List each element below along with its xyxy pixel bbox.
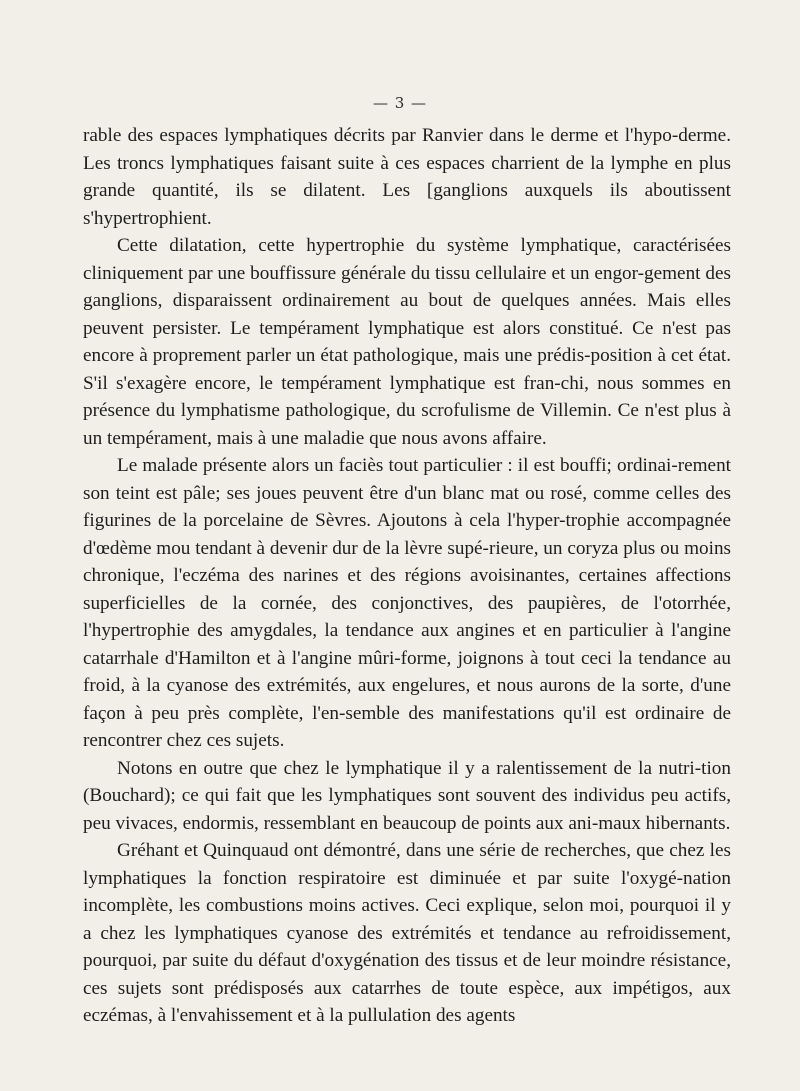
paragraph: rable des espaces lymphatiques décrits par Ranvier dans le derme et l'hypo-derme. Les troncs lymphatiques faisant suite à ces espaces charrient de la lymphe en plus grande quantité, ils se dilatent. Les [ganglions auxquels ils aboutissent s'hypertrophient. [83,125,731,229]
paragraph: Gréhant et Quinquaud ont démontré, dans une série de recherches, que chez les lymphatiques la fonction respiratoire est diminuée et par suite l'oxygé-nation incomplète, les combustions moins actives. Ceci explique, selon moi, pourquoi il y a chez les lymphatiques cyanose des extrémités et tendance au refroidissement, pourquoi, par suite du défaut d'oxygénation des tissus et de leur moindre résistance, ces sujets sont prédisposés aux catarrhes de toute espèce, aux impétigos, aux eczémas, à l'envahissement et à la pullulation des agents [83,840,731,1026]
paragraph: Notons en outre que chez le lymphatique il y a ralentissement de la nutri-tion (Bouchard); ce qui fait que les lymphatiques sont souvent des individus peu actifs, peu vivaces, endormis, ressemblant en beaucoup de points aux ani-maux hibernants. [83,757,731,834]
paragraph: Le malade présente alors un faciès tout particulier : il est bouffi; ordinai-rement son teint est pâle; ses joues peuvent être d'un blanc mat ou rosé, comme celles des figurines de la porcelaine de Sèvres. Ajoutons à cela l'hyper-trophie accompagnée d'œdème mou tendant à devenir dur de la lèvre supé-rieure, un coryza plus ou moins chronique, l'eczéma des narines et des régions avoisinantes, certaines affections superficielles de la cornée, des conjonctives, des paupières, de l'otorrhée, l'hypertrophie des amygdales, la tendance aux angines et en particulier à l'angine catarrhale d'Hamilton et à l'angine mûri-forme, joignons à tout ceci la tendance au froid, à la cyanose des extrémités, aux engelures, et nous aurons de la sorte, d'une façon à peu près complète, l'en-semble des manifestations qu'il est ordinaire de rencontrer chez ces sujets. [83,455,731,751]
page-number: — 3 — [372,94,428,112]
paragraph: Cette dilatation, cette hypertrophie du système lymphatique, caractérisées cliniquement par une bouffissure générale du tissu cellulaire et un engor-gement des ganglions, disparaissent ordinairement au bout de quelques années. Mais elles peuvent persister. Le tempérament lymphatique est alors constitué. Ce n'est pas encore à proprement parler un état pathologique, mais une prédis-position à cet état. S'il s'exagère encore, le tempérament lymphatique est fran-chi, nous sommes en présence du lymphatisme pathologique, du scrofulisme de Villemin. Ce n'est plus à un tempérament, mais à une maladie que nous avons affaire. [83,235,731,449]
body-text [83,122,731,1030]
